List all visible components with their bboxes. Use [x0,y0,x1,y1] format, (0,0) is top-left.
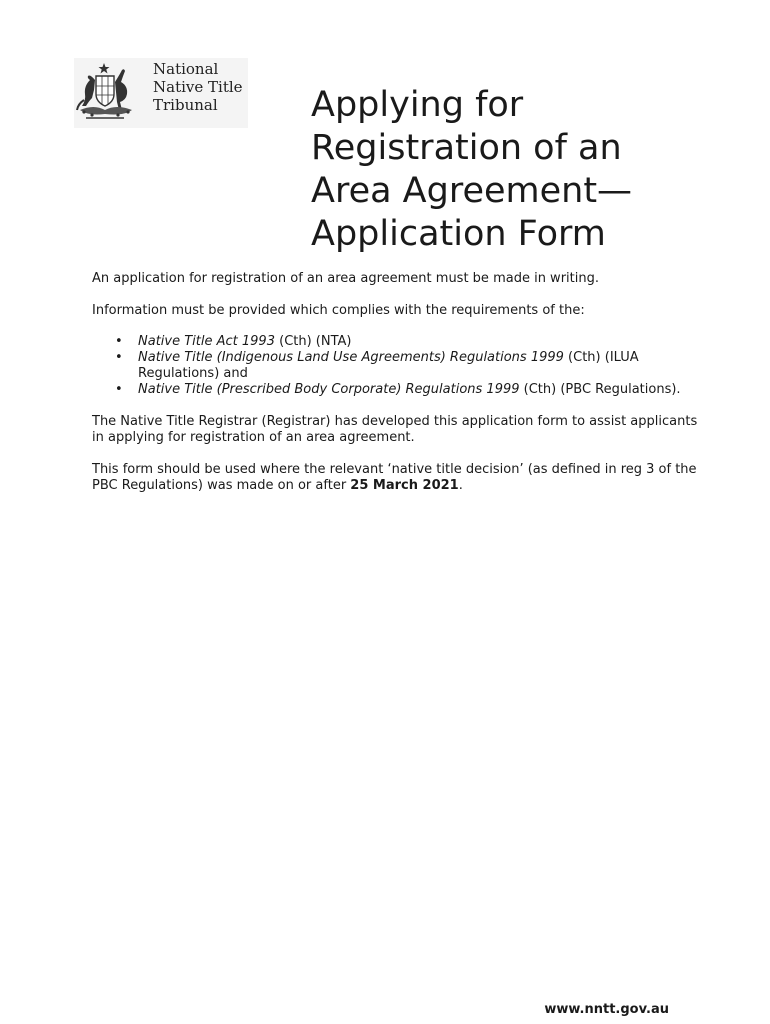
logo-line-1: National [153,60,219,78]
title-line-3: Area Agreement— [311,171,633,211]
legislation-list [92,334,702,398]
usage-paragraph [92,462,702,494]
bullet-icon: • [115,382,123,397]
bullet-icon: • [115,350,123,365]
legislation-title: Native Title (Prescribed Body Corporate) Regulations 1999 [138,382,520,397]
legislation-suffix: (Cth) (NTA) [274,334,352,349]
legislation-suffix: (Cth) (PBC Regulations). [519,382,681,397]
logo-line-2: Native Title [153,78,243,96]
intro-paragraph: An application for registration of an area agreement must be made in writing. [92,271,599,286]
logo-wordmark [153,60,243,114]
legislation-title: Native Title Act 1993 [138,334,275,349]
usage-end: . [458,478,463,493]
title-line-1: Applying for [311,85,524,125]
title-line-4: Application Form [311,214,606,254]
bullet-icon: • [115,334,123,349]
legislation-suffix: (Cth) (ILUA Regulations) and [138,350,639,381]
document-body [92,271,702,494]
info-paragraph: Information must be provided which complies with the requirements of the: [92,303,585,318]
list-item [92,334,702,350]
list-item [92,382,702,398]
effective-date: 25 March 2021 [350,478,459,493]
page-title [311,84,751,256]
coat-of-arms-icon [74,60,150,124]
registrar-paragraph: The Native Title Registrar (Registrar) has developed this application form to assist applicants in applying for registration of an area agreement. [92,414,698,445]
title-line-2: Registration of an [311,128,622,168]
logo-line-3: Tribunal [153,96,218,114]
legislation-title: Native Title (Indigenous Land Use Agreements) Regulations 1999 [138,350,564,365]
website-url: www.nntt.gov.au [544,1002,669,1017]
nntt-logo [74,58,248,128]
list-item [92,350,702,382]
usage-text: This form should be used where the relevant ‘native title decision’ (as defined in reg 3 of the PBC Regulations) was made on or after [92,462,697,493]
